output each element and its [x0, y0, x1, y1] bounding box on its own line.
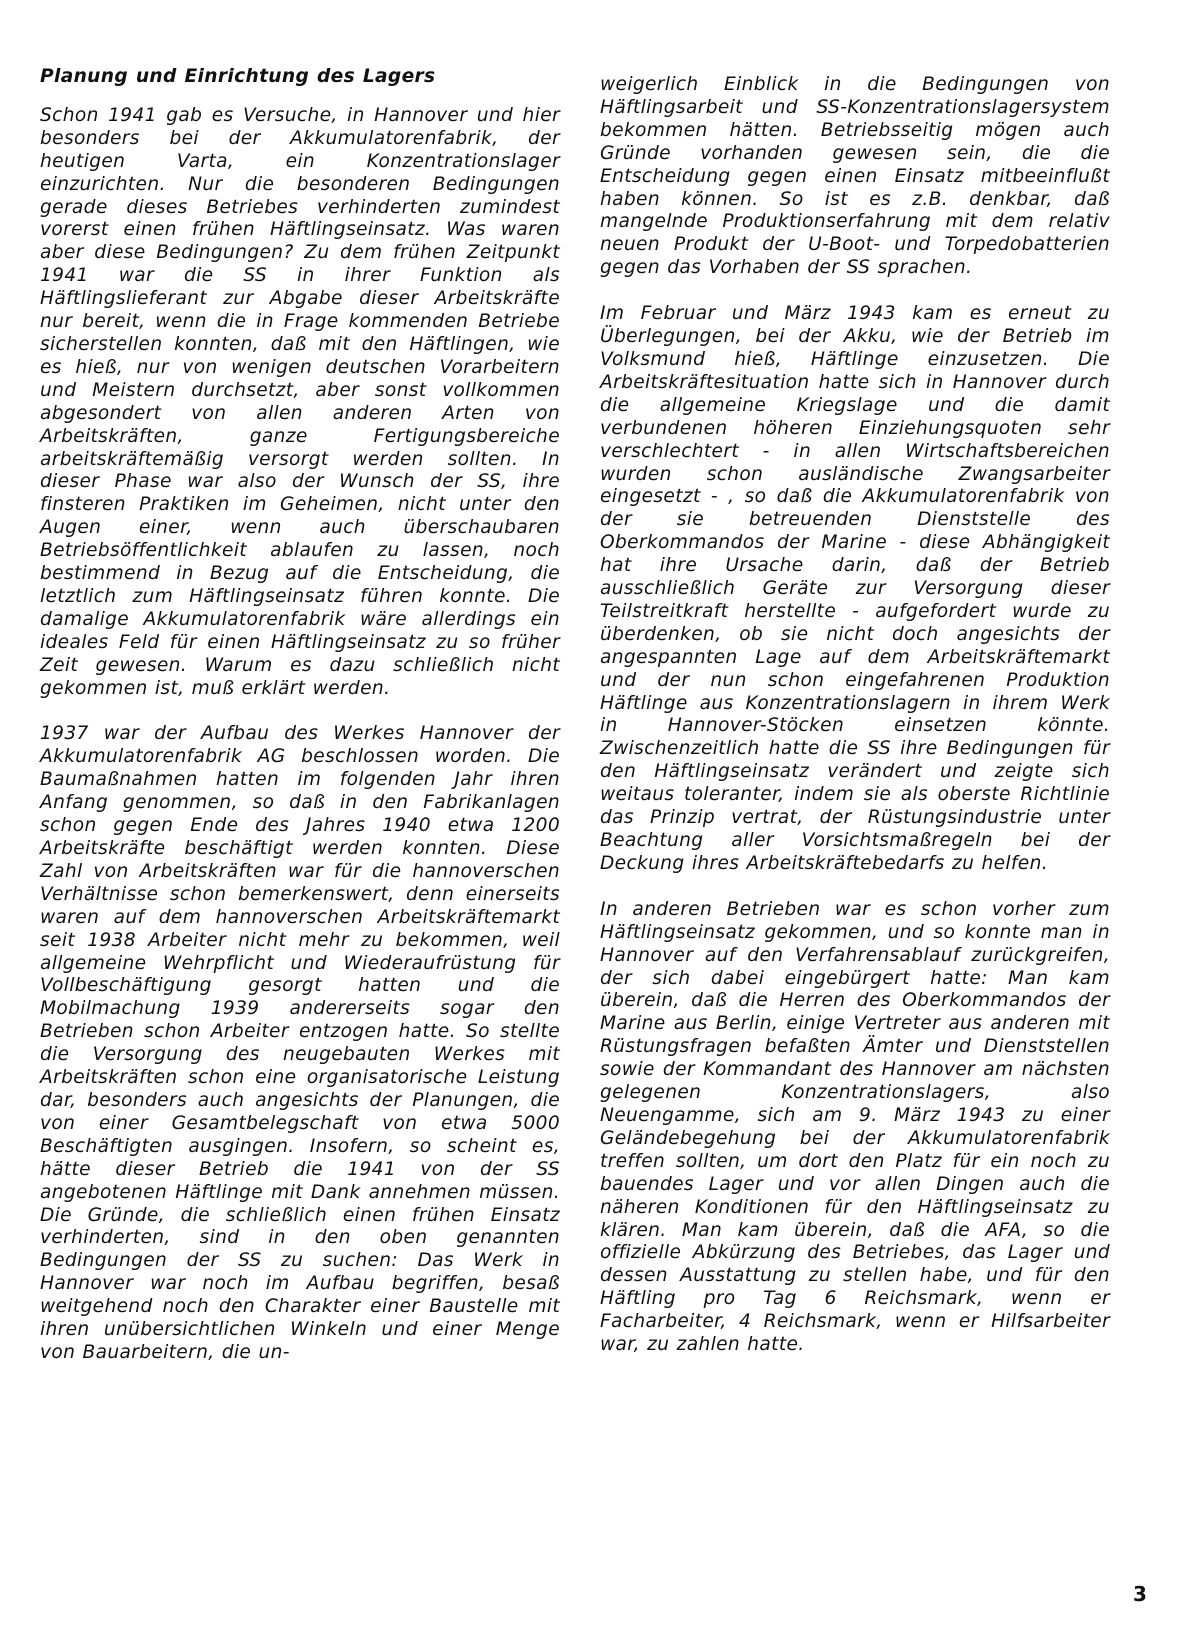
- section-heading: Planung und Einrichtung des Lagers: [40, 66, 436, 87]
- paragraph: In anderen Betrieben war es schon vorher zum Häftlingseinsatz gekommen, und so konnte man in Hannover auf den Verfahrensablauf zurückgreifen, der sich dabei eingebürgert hatte: Man kam überein, daß die Herren des Oberkommandos der Marine aus Berlin, einige Vertreter aus anderen mit Rüstungsfragen befaßten Ämter und Dienststellen sowie der Kommandant des Hannover am nächsten gelegenen Konzentrationslagers, also Neuengamme, sich am 9. März 1943 zu einer Geländebegehung bei der Akkumulatorenfabrik treffen sollten, um dort den Platz für ein noch zu bauendes Lager und vor allen Dingen auch die näheren Konditionen für den Häftlingseinsatz zu klären. Man kam überein, daß die AFA, so die offizielle Abkürzung des Betriebes, das Lager und dessen Ausstattung zu stellen habe, und für den Häftling pro Tag 6 Reichsmark, wenn er Facharbeiter, 4 Reichsmark, wenn er Hilfsarbeiter war, zu zahlen hatte.: [600, 898, 1110, 1356]
- right-column: [600, 74, 1110, 1380]
- page-number: 3: [1133, 1582, 1147, 1606]
- paragraph: 1937 war der Aufbau des Werkes Hannover der Akkumulatorenfabrik AG beschlossen worden. Die Baumaßnahmen hatten im folgenden Jahr ihren Anfang genommen, so daß in den Fabrikanlagen schon gegen Ende des Jahres 1940 etwa 1200 Arbeitskräfte beschäftigt werden konnten. Diese Zahl von Arbeitskräften war für die hannoverschen Verhältnisse schon bemerkenswert, denn einerseits waren auf dem hannoverschen Arbeitskräftemarkt seit 1938 Arbeiter nicht mehr zu bekommen, weil allgemeine Wehrpflicht und Wiederaufrüstung für Vollbeschäftigung gesorgt hatten und die Mobilmachung 1939 andererseits sogar den Betrieben schon Arbeiter entzogen hatte. So stellte die Versorgung des neugebauten Werkes mit Arbeitskräften schon eine organisatorische Leistung dar, besonders auch angesichts der Planungen, die von einer Gesamtbelegschaft von etwa 5000 Beschäftigten ausgingen. Insofern, so scheint es, hätte dieser Betrieb die 1941 von der SS angebotenen Häftlinge mit Dank annehmen müssen. Die Gründe, die schließlich einen frühen Einsatz verhinderten, sind in den oben genannten Bedingungen der SS zu suchen: Das Werk in Hannover war noch im Aufbau begriffen, besaß weitgehend noch den Charakter einer Baustelle mit ihren unübersichtlichen Winkeln und einer Menge von Bauarbeitern, die un-: [40, 723, 560, 1363]
- paragraph: Im Februar und März 1943 kam es erneut zu Überlegungen, bei der Akku, wie der Betrieb im Volksmund hieß, Häftlinge einzusetzen. Die Arbeitskräftesituation hatte sich in Hannover durch die allgemeine Kriegslage und die damit verbundenen höheren Einziehungsquoten sehr verschlechtert - in allen Wirtschaftsbereichen wurden schon ausländische Zwangsarbeiter eingesetzt - , so daß die Akkumulatorenfabrik von der sie betreuenden Dienststelle des Oberkommandos der Marine - diese Abhängigkeit hat ihre Ursache darin, daß der Betrieb ausschließlich Geräte zur Versorgung dieser Teilstreitkraft herstellte - aufgefordert wurde zu überdenken, ob sie nicht doch angesichts der angespannten Lage auf dem Arbeitskräftemarkt und der nun schon eingefahrenen Produktion Häftlinge aus Konzentrationslagern in ihrem Werk in Hannover-Stöcken einsetzen könnte. Zwischenzeitlich hatte die SS ihre Bedingungen für den Häftlingseinsatz verändert und zeigte sich weitaus toleranter, indem sie als oberste Richtlinie das Prinzip vertrat, der Rüstungsindustrie unter Beachtung aller Vorsichtsmaßregeln bei der Deckung ihres Arbeitskräftebedarfs zu helfen.: [600, 303, 1110, 874]
- left-column: [40, 66, 560, 1388]
- paragraph: weigerlich Einblick in die Bedingungen von Häftlingsarbeit und SS-Konzentrationslagersystem bekommen hätten. Betriebsseitig mögen auch Gründe vorhanden gewesen sein, die die Entscheidung gegen einen Einsatz mitbeeinflußt haben können. So ist es z.B. denkbar, daß mangelnde Produktionserfahrung mit dem relativ neuen Produkt der U-Boot- und Torpedobatterien gegen das Vorhaben der SS sprachen.: [600, 74, 1110, 279]
- paragraph: Schon 1941 gab es Versuche, in Hannover und hier besonders bei der Akkumulatorenfabrik, der heutigen Varta, ein Konzentrationslager einzurichten. Nur die besonderen Bedingungen gerade dieses Betriebes verhinderten zumindest vorerst einen frühen Häftlingseinsatz. Was waren aber diese Bedingungen? Zu dem frühen Zeitpunkt 1941 war die SS in ihrer Funktion als Häftlingslieferant zur Abgabe dieser Arbeitskräfte nur bereit, wenn die in Frage kommenden Betriebe sicherstellen konnten, daß mit den Häftlingen, wie es hieß, nur von wenigen deutschen Vorarbeitern und Meistern durchsetzt, aber sonst vollkommen abgesondert von allen anderen Arten von Arbeitskräften, ganze Fertigungsbereiche arbeitskräftemäßig versorgt werden sollten. In dieser Phase war also der Wunsch der SS, ihre finsteren Praktiken im Geheimen, nicht unter den Augen einer, wenn auch überschaubaren Betriebsöffentlichkeit ablaufen zu lassen, noch bestimmend in Bezug auf die Entscheidung, die letztlich zum Häftlingseinsatz führen konnte. Die damalige Akkumulatorenfabrik wäre allerdings ein ideales Feld für einen Häftlingseinsatz zu so früher Zeit gewesen. Warum es dazu schließlich nicht gekommen ist, muß erklärt werden.: [40, 104, 560, 699]
